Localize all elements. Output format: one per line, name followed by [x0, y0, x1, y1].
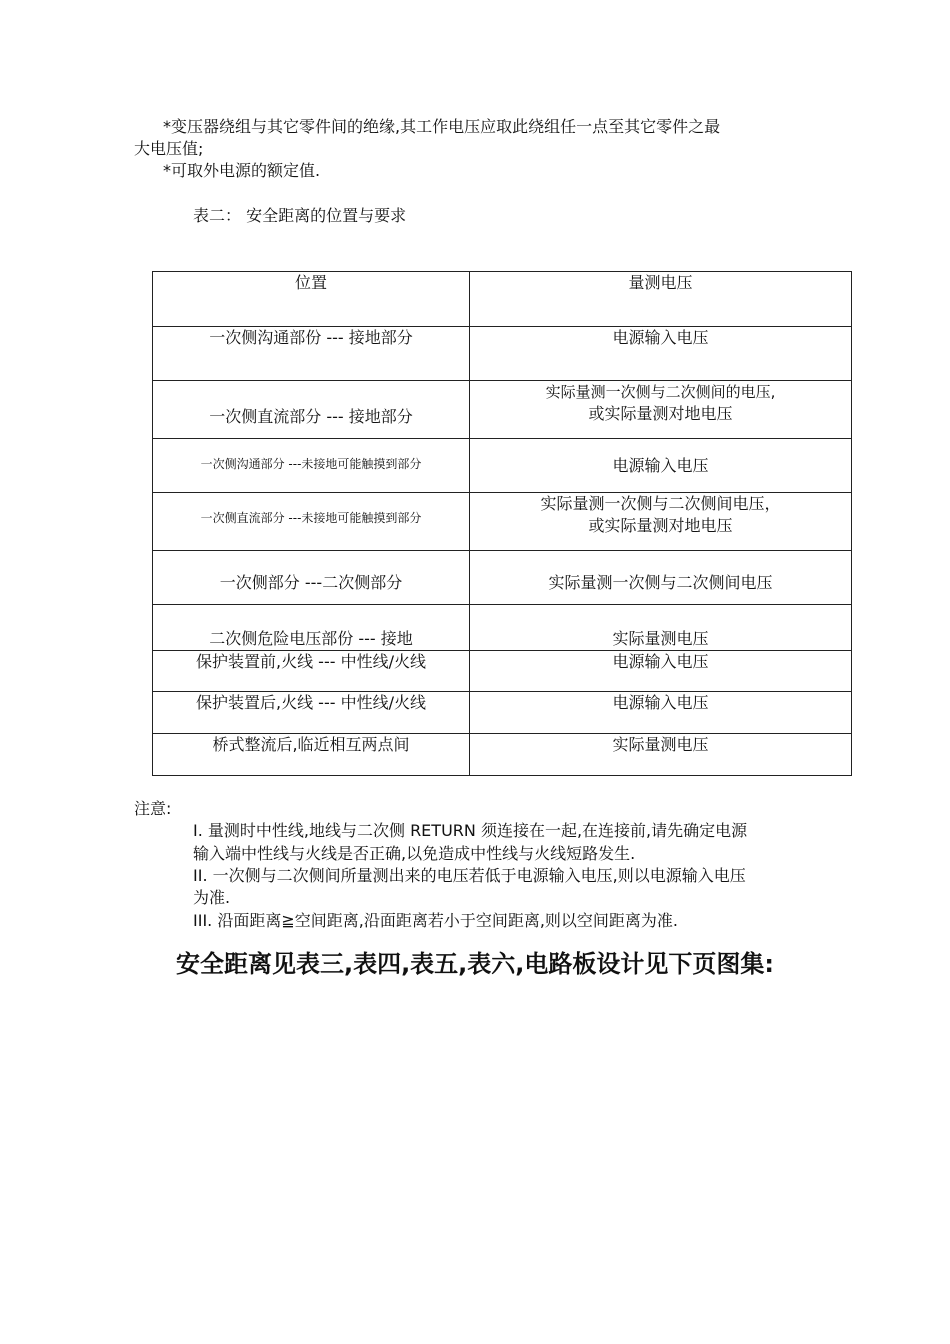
- cell-voltage: [470, 381, 852, 439]
- table-header-row: [153, 272, 852, 327]
- cell-voltage-line: 实际量测一次侧与二次侧间的电压,: [545, 383, 776, 401]
- table-row: [153, 734, 852, 776]
- note-1-line-1: I. 量测时中性线,地线与二次侧 RETURN 须连接在一起,在连接前,请先确定电源: [193, 821, 748, 840]
- cell-position: 一次侧部分 ---二次侧部分: [153, 551, 470, 605]
- cell-voltage-line: 实际量测一次侧与二次侧间电压，: [540, 494, 781, 513]
- note-2-line-1: II. 一次侧与二次侧间所量测出来的电压若低于电源输入电压,则以电源输入电压: [193, 866, 746, 885]
- cell-position: 二次侧危险电压部份 --- 接地: [153, 605, 470, 651]
- cell-voltage: 电源输入电压: [470, 327, 852, 381]
- cell-voltage: 实际量测一次侧与二次侧间电压: [470, 551, 852, 605]
- cell-position: 一次侧沟通部分 ---未接地可能触摸到部分: [153, 439, 470, 493]
- cell-position: 一次侧直流部分 ---未接地可能触摸到部分: [153, 493, 470, 551]
- intro-line-2: 大电压值;: [134, 139, 204, 158]
- table-row: [153, 381, 852, 439]
- cell-voltage-line: 或实际量测对地电压: [588, 404, 733, 423]
- header-position: 位置: [153, 272, 470, 327]
- table-row: [153, 692, 852, 734]
- table-row: [153, 605, 852, 651]
- cell-position: 保护装置前,火线 --- 中性线/火线: [153, 651, 470, 692]
- cell-voltage: [470, 493, 852, 551]
- table-row: [153, 439, 852, 493]
- table-row: [153, 551, 852, 605]
- cell-voltage: 电源输入电压: [470, 439, 852, 493]
- footer-heading: 安全距离见表三,表四,表五,表六,电路板设计见下页图集:: [175, 950, 775, 978]
- header-voltage: 量测电压: [470, 272, 852, 327]
- cell-position: 一次侧沟通部份 --- 接地部分: [153, 327, 470, 381]
- cell-position: 一次侧直流部分 --- 接地部分: [153, 381, 470, 439]
- table-row: [153, 327, 852, 381]
- table-title: 表二： 安全距离的位置与要求: [193, 206, 407, 225]
- cell-voltage: 实际量测电压: [470, 734, 852, 776]
- cell-position: 桥式整流后,临近相互两点间: [153, 734, 470, 776]
- cell-voltage: 实际量测电压: [470, 605, 852, 651]
- table-row: [153, 651, 852, 692]
- notes-heading: 注意:: [134, 799, 172, 818]
- table-row: [153, 493, 852, 551]
- note-3: III. 沿面距离≧空间距离,沿面距离若小于空间距离,则以空间距离为准.: [193, 911, 678, 930]
- cell-position: 保护装置后,火线 --- 中性线/火线: [153, 692, 470, 734]
- cell-voltage: 电源输入电压: [470, 651, 852, 692]
- cell-voltage: 电源输入电压: [470, 692, 852, 734]
- cell-voltage-line: 或实际量测对地电压: [588, 516, 733, 535]
- intro-line-3: *可取外电源的额定值.: [163, 161, 321, 180]
- intro-line-1: *变压器绕组与其它零件间的绝缘,其工作电压应取此绕组任一点至其它零件之最: [163, 117, 721, 136]
- note-2-line-2: 为准.: [193, 888, 231, 907]
- safety-distance-table: [152, 271, 852, 776]
- note-1-line-2: 输入端中性线与火线是否正确,以免造成中性线与火线短路发生.: [193, 844, 636, 863]
